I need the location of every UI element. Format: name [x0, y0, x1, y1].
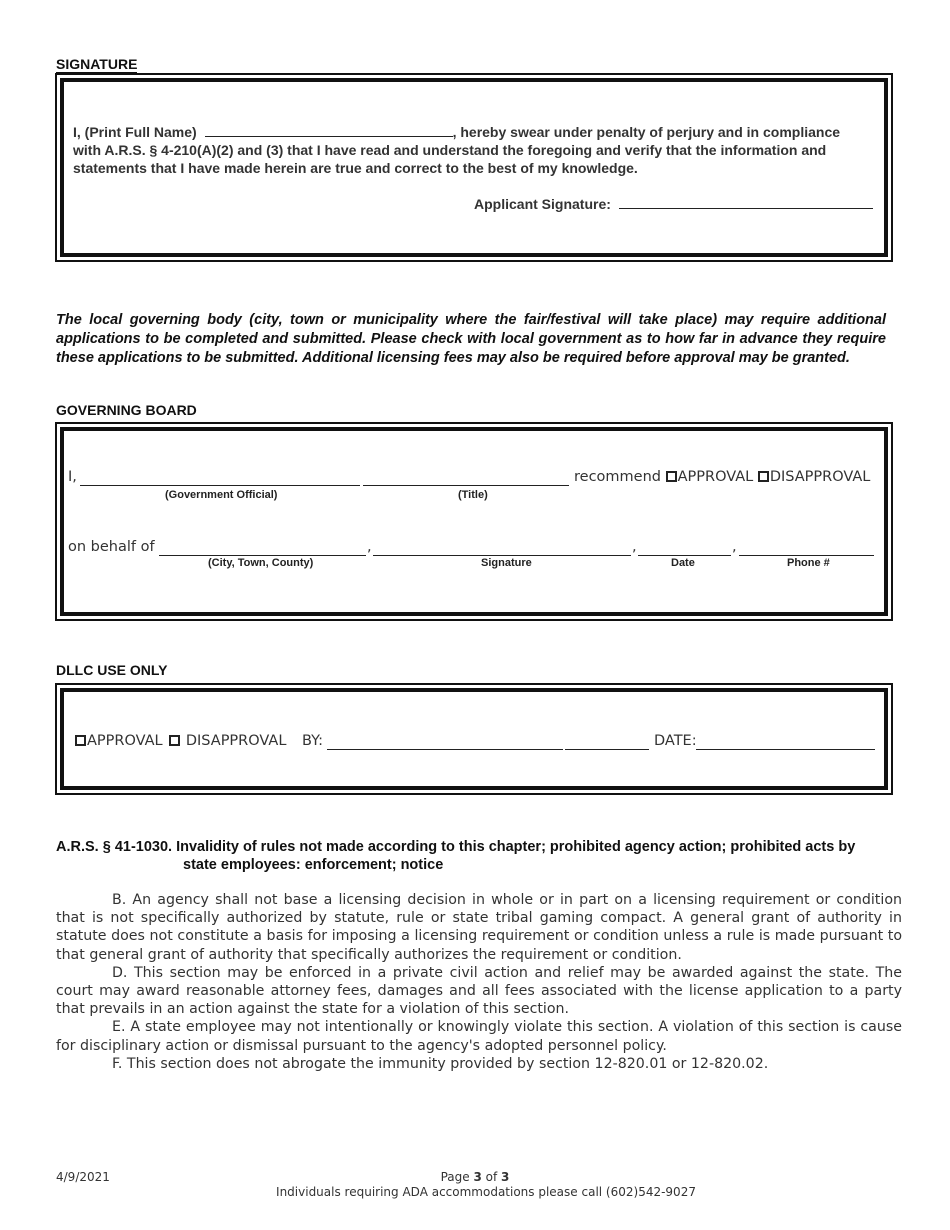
dllc-approval-label: APPROVAL — [87, 733, 163, 749]
applicant-signature-field[interactable] — [619, 207, 873, 209]
page-total: 3 — [501, 1170, 510, 1184]
dllc-by-field-2[interactable] — [565, 748, 649, 750]
governing-board-title: GOVERNING BOARD — [56, 402, 197, 418]
dllc-by-field[interactable] — [327, 748, 563, 750]
gov-official-caption: (Government Official) — [165, 489, 278, 501]
dllc-by-label: BY: — [302, 733, 323, 749]
phone-caption: Phone # — [787, 557, 830, 569]
ada-note: Individuals requiring ADA accommodations please call (602)542-9027 — [276, 1185, 696, 1199]
gov-approval-label: APPROVAL — [677, 469, 754, 485]
law-paragraph-d: D. This section may be enforced in a private civil action and relief may be awarded against the state. The court may award reasonable attorney fees, damages and all fees associated with the license application to a party that prevails in an action against the state for a violation of this section. — [56, 964, 902, 1018]
gov-i-label: I, — [68, 469, 77, 485]
oath-line-1-rest: , hereby swear under penalty of perjury and in compliance — [452, 124, 841, 140]
footer-page-number — [0, 1170, 950, 1184]
dllc-title: DLLC USE ONLY — [56, 662, 168, 678]
gov-date-field[interactable] — [638, 554, 731, 556]
law-paragraph-b: B. An agency shall not base a licensing decision in whole or in part on a licensing requirement or condition that is not specifically authorized by statute, rule or state tribal gaming compact. A general grant of authority in statute does not constitute a basis for imposing a licensing requirement or condition unless a rule is made pursuant to that general grant of authority that specifically authorizes the requirement or condition. — [56, 892, 902, 963]
oath-line-3: statements that I have made herein are true and correct to the best of my knowledge. — [73, 160, 638, 176]
page-current: 3 — [473, 1170, 482, 1184]
law-heading — [56, 838, 896, 874]
dllc-approval-checkbox[interactable] — [75, 735, 86, 746]
city-town-county-field[interactable] — [159, 554, 366, 556]
title-caption: (Title) — [458, 489, 488, 501]
dllc-row — [75, 733, 286, 749]
signature-caption: Signature — [481, 557, 532, 569]
oath-line-2: with A.R.S. § 4-210(A)(2) and (3) that I have read and understand the foregoing and verify that the information and — [73, 142, 827, 158]
gov-disapproval-checkbox[interactable] — [758, 471, 769, 482]
oath-line-1 — [73, 123, 885, 141]
print-name-label: I, (Print Full Name) — [73, 124, 197, 140]
footer-date: 4/9/2021 — [56, 1170, 110, 1184]
recommend-row — [574, 469, 870, 485]
dllc-date-label: DATE: — [654, 733, 697, 749]
government-official-field[interactable] — [80, 484, 360, 486]
date-caption: Date — [671, 557, 695, 569]
signature-section-title: SIGNATURE — [56, 56, 138, 72]
phone-field[interactable] — [739, 554, 874, 556]
governing-board-box — [55, 422, 893, 621]
law-body — [56, 891, 902, 1073]
local-government-notice: The local governing body (city, town or municipality where the fair/festival will take place) may require additional applications to be completed and submitted. Please check with local government as to how far in advance they require these applications to be submitted. Additional licensing fees may also be required before approval may be granted. — [56, 312, 886, 366]
official-title-field[interactable] — [363, 484, 569, 486]
applicant-signature-row — [474, 196, 873, 212]
print-name-field[interactable] — [205, 135, 453, 137]
page-prefix: Page — [440, 1170, 474, 1184]
dllc-disapproval-checkbox[interactable] — [169, 735, 180, 746]
city-caption: (City, Town, County) — [208, 557, 314, 569]
comma-3: , — [732, 539, 737, 555]
dllc-date-field[interactable] — [696, 748, 875, 750]
page-of: of — [481, 1170, 502, 1184]
recommend-label: recommend — [574, 469, 661, 485]
comma-1: , — [367, 539, 372, 555]
law-paragraph-e: E. A state employee may not intentionally or knowingly violate this section. A violation of this section is cause for disciplinary action or dismissal pursuant to the agency's adopted personnel policy. — [56, 1019, 902, 1054]
gov-signature-field[interactable] — [373, 554, 631, 556]
on-behalf-label: on behalf of — [68, 539, 155, 555]
applicant-signature-label: Applicant Signature: — [474, 196, 611, 212]
dllc-disapproval-label: DISAPPROVAL — [185, 733, 287, 749]
law-heading-line-2: state employees: enforcement; notice — [183, 857, 444, 873]
comma-2: , — [632, 539, 637, 555]
law-heading-line-1: A.R.S. § 41-1030. Invalidity of rules not made according to this chapter; prohibited agency action; prohibited acts by — [56, 839, 856, 855]
gov-approval-checkbox[interactable] — [666, 471, 677, 482]
law-paragraph-f: F. This section does not abrogate the immunity provided by section 12-820.01 or 12-820.02. — [112, 1055, 769, 1072]
gov-disapproval-label: DISAPPROVAL — [769, 469, 871, 485]
